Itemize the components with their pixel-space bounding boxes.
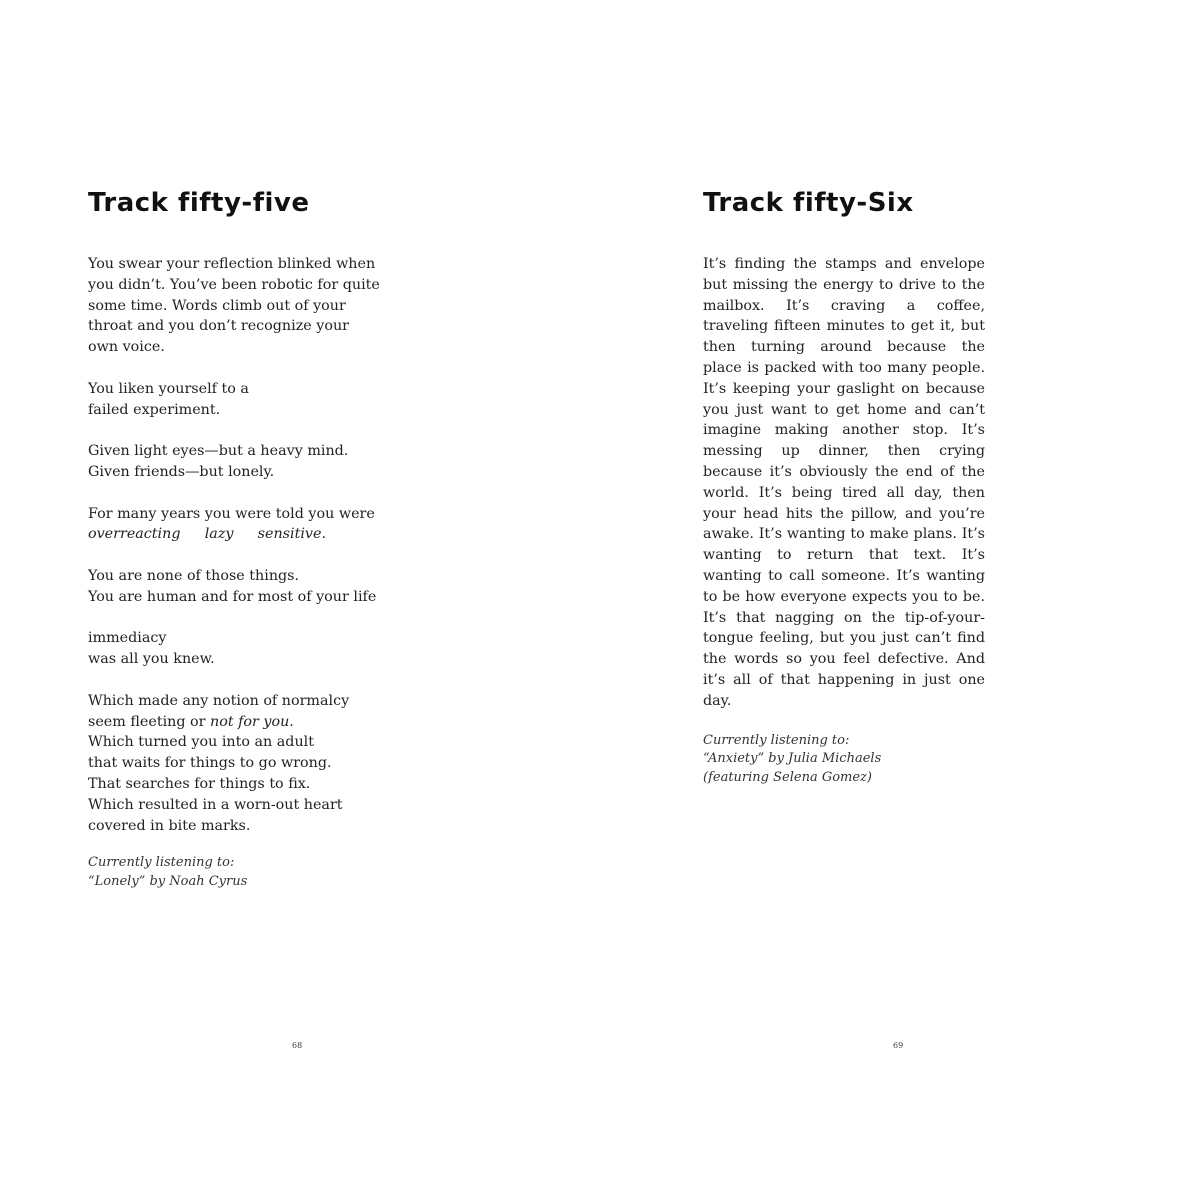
poem-line: failed experiment. bbox=[88, 401, 221, 418]
poem-line: You are none of those things. bbox=[88, 567, 300, 584]
prose-paragraph: It’s finding the stamps and envelope but missing the energy to drive to the mailbox. It’s craving a coffee, traveling fifteen minutes to get it, but then turning around because the place is packed with too many people. It’s keeping your gaslight on because you just want to get home and can’t imagine making another stop. It’s messing up dinner, then crying because it’s obviously the end of the world. It’s being tired all day, then your head hits the pillow, and you’re awake. It’s wanting to make plans. It’s wanting to return that text. It’s wanting to call someone. It’s wanting to be how everyone expects you to be. It’s that nagging on the tip-of-your-tongue feeling, but you just can’t find the words so you feel defective. And it’s all of that happening in just one day. bbox=[703, 256, 985, 709]
page-number: 69 bbox=[893, 1041, 904, 1050]
poem-line: Which turned you into an adult bbox=[88, 734, 314, 751]
poem-line: You liken yourself to a bbox=[88, 380, 249, 397]
poem-line: For many years you were told you were bbox=[88, 505, 375, 522]
poem-line: That searches for things to fix. bbox=[88, 775, 311, 792]
emphasis-text: not for you. bbox=[210, 713, 294, 730]
told-words-row bbox=[88, 524, 326, 545]
listening-label: Currently listening to: bbox=[703, 732, 850, 748]
told-word: overreacting bbox=[88, 526, 181, 543]
listening-label: Currently listening to: bbox=[88, 855, 235, 871]
currently-listening bbox=[88, 854, 388, 891]
poem-line: own voice. bbox=[88, 339, 165, 356]
stanza bbox=[88, 691, 388, 837]
stanza bbox=[88, 254, 388, 358]
poem-line: Which made any notion of normalcy bbox=[88, 692, 350, 709]
poem-line: was all you knew. bbox=[88, 651, 215, 668]
listening-featuring: (featuring Selena Gomez) bbox=[703, 769, 872, 785]
page-title: Track fifty-five bbox=[88, 188, 310, 218]
stanza bbox=[88, 566, 388, 608]
poem-line: some time. Words climb out of your bbox=[88, 297, 346, 314]
page-number: 68 bbox=[292, 1041, 303, 1050]
poem-line: immediacy bbox=[88, 630, 167, 647]
listening-song: “Anxiety” by Julia Michaels bbox=[703, 751, 882, 767]
poem-line: Which resulted in a worn-out heart bbox=[88, 796, 343, 813]
poem-line: you didn’t. You’ve been robotic for quite bbox=[88, 276, 380, 293]
stanza bbox=[88, 504, 388, 546]
right-page bbox=[600, 0, 1200, 1200]
currently-listening bbox=[703, 732, 985, 788]
poem-line: You are human and for most of your life bbox=[88, 588, 377, 605]
told-word: lazy bbox=[204, 526, 234, 543]
poem-line: Given light eyes—but a heavy mind. bbox=[88, 443, 349, 460]
poem-line: You swear your reflection blinked when bbox=[88, 256, 376, 272]
page-title: Track fifty-Six bbox=[703, 188, 914, 218]
poem-line: throat and you don’t recognize your bbox=[88, 318, 349, 335]
poem-body bbox=[88, 254, 388, 891]
told-word: sensitive. bbox=[257, 526, 326, 543]
poem-line-text: seem fleeting or bbox=[88, 713, 211, 730]
stanza bbox=[88, 379, 388, 421]
listening-song: “Lonely” by Noah Cyrus bbox=[88, 873, 248, 889]
poem-line: that waits for things to go wrong. bbox=[88, 755, 332, 772]
stanza bbox=[88, 628, 388, 670]
stanza bbox=[88, 441, 388, 483]
poem-line bbox=[88, 712, 388, 733]
poem-line: Given friends—but lonely. bbox=[88, 463, 275, 480]
poem-line: covered in bite marks. bbox=[88, 817, 251, 834]
prose-body bbox=[703, 254, 985, 787]
